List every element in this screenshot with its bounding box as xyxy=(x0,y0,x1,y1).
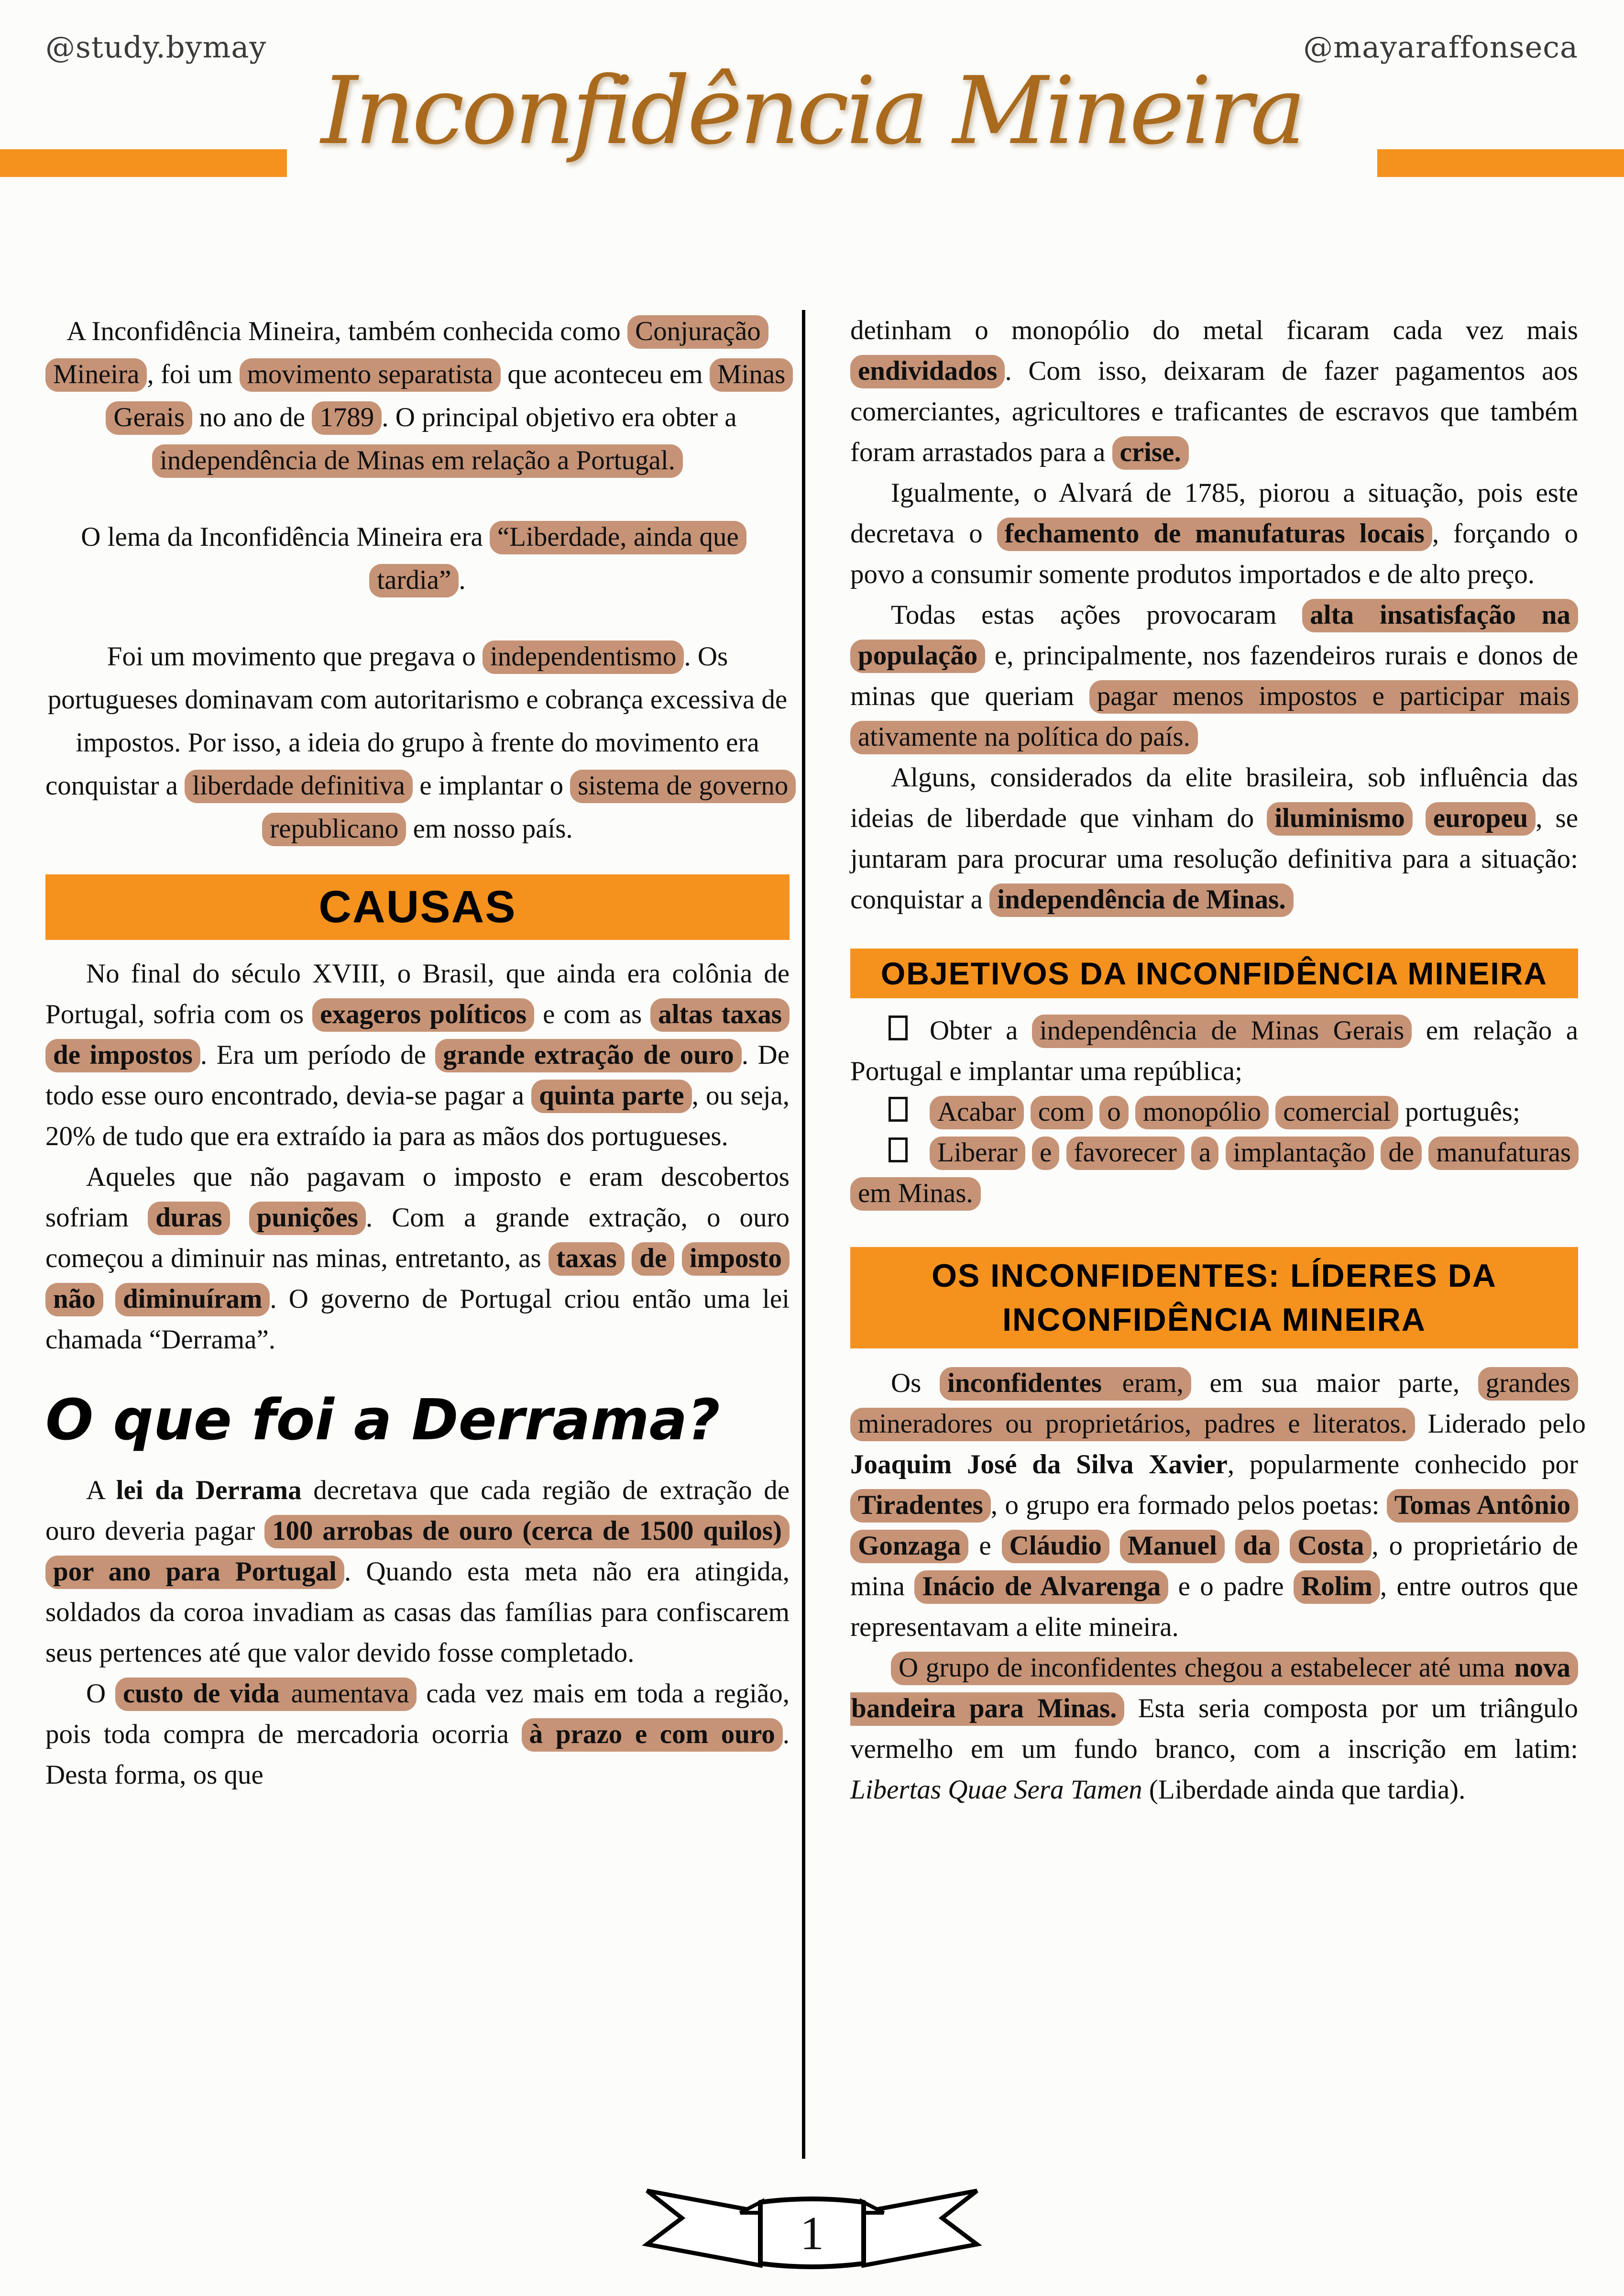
highlighted-text: aumentava xyxy=(281,1678,417,1711)
author-handle-left: @study.bymay xyxy=(45,30,267,65)
text-segment: Alguns, considerados da elite brasileira, sob influência das ideias de liberdade que vinham do xyxy=(850,762,1578,833)
text-segment: Joaquim José da Silva Xavier xyxy=(850,1449,1228,1479)
text-segment: Libertas Quae Sera Tamen xyxy=(850,1775,1142,1805)
page-ribbon xyxy=(640,2172,984,2277)
paragraph xyxy=(45,1157,790,1360)
page-title: Inconfidência Mineira xyxy=(321,56,1303,165)
highlighted-text: Tiradentes xyxy=(850,1489,991,1523)
text-segment: que aconteceu em xyxy=(501,359,710,389)
text-segment: detinham o monopólio do metal ficaram cada vez mais xyxy=(850,315,1578,345)
text-segment: Os xyxy=(891,1368,940,1398)
ribbon-right-tail xyxy=(864,2191,977,2265)
paragraph xyxy=(850,595,1578,757)
text-segment: Igualmente, o Alvará de 1785, piorou a situação, pois este decretava o xyxy=(850,478,1578,549)
list-item-text xyxy=(850,1015,1578,1086)
text-segment: . Os portugueses dominavam com autoritarismo e cobrança excessiva de impostos. Por isso, a ideia do grupo à frente do movimento era conquistar a xyxy=(45,641,788,801)
ribbon-left-tail xyxy=(647,2191,760,2265)
paragraph xyxy=(850,473,1578,595)
paragraph xyxy=(850,1363,1586,1647)
left-column xyxy=(45,310,790,1795)
right-column xyxy=(850,310,1586,1810)
page-number: 1 xyxy=(800,2207,824,2260)
highlighted-text: fechamento de manufaturas locais xyxy=(997,518,1432,551)
highlighted-text: altas taxas de impostos xyxy=(45,998,790,1072)
highlighted-text: nova bandeira para Minas. xyxy=(850,1652,1578,1726)
text-segment: O lema da Inconfidência Mineira era xyxy=(81,522,490,552)
text-segment: . O governo de Portugal criou então uma lei chamada “Derrama”. xyxy=(45,1284,790,1355)
highlighted-text: o xyxy=(1099,1096,1129,1129)
paragraph xyxy=(850,310,1578,473)
highlighted-text: custo de vida xyxy=(115,1678,281,1711)
paragraph xyxy=(45,1470,790,1673)
paragraph xyxy=(850,1647,1578,1810)
text-segment: em relação a Portugal e implantar uma república; xyxy=(850,1016,1579,1086)
paragraph xyxy=(45,1673,790,1795)
highlighted-text: duras xyxy=(148,1202,230,1235)
highlighted-text: à prazo e com ouro xyxy=(522,1718,783,1752)
highlighted-text: Rolim xyxy=(1294,1570,1380,1604)
paragraph xyxy=(45,635,790,850)
highlighted-text: taxas xyxy=(549,1242,625,1276)
highlighted-text: e xyxy=(1032,1137,1059,1170)
highlighted-text: com xyxy=(1031,1096,1093,1129)
text-segment: no ano de xyxy=(192,402,312,432)
text-segment: . Quando esta meta não era atingida, soldados da coroa invadiam as casas das famílias para confiscarem seus pertences até que valor devido fosse completado. xyxy=(45,1556,790,1668)
highlighted-text: favorecer xyxy=(1066,1137,1185,1170)
text-segment: português; xyxy=(1398,1097,1520,1127)
highlighted-text: O grupo de inconfidentes chegou a estabelecer até uma xyxy=(891,1652,1514,1685)
highlighted-text: diminuíram xyxy=(115,1283,270,1316)
text-segment: . Com a grande extração, o ouro começou a diminuir nas minas, entretanto, as xyxy=(45,1203,790,1273)
highlighted-text: de xyxy=(632,1242,674,1276)
text-segment: . xyxy=(459,565,466,595)
highlighted-text: monopólio xyxy=(1135,1096,1269,1129)
highlighted-text: movimento separatista xyxy=(240,358,501,392)
highlighted-text: sistema de governo republicano xyxy=(262,770,796,846)
highlighted-text: pagar menos impostos e participar mais ativamente na política do país. xyxy=(850,680,1578,754)
paragraph xyxy=(45,953,790,1157)
text-segment: Liderado pelo xyxy=(1415,1409,1586,1439)
text-segment xyxy=(1422,1137,1428,1168)
text-segment: e, principalmente, nos fazendeiros rurais e donos de minas que queriam xyxy=(850,640,1578,711)
highlighted-text: Minas Gerais xyxy=(106,358,793,435)
text-segment: lei da Derrama xyxy=(116,1475,302,1505)
highlighted-text: crise. xyxy=(1112,436,1189,470)
text-segment: , entre outros que representavam a elite mineira. xyxy=(850,1571,1578,1642)
highlighted-text: iluminismo xyxy=(1267,802,1412,836)
text-segment: Aqueles que não pagavam o imposto e eram descobertos sofriam xyxy=(45,1162,790,1233)
text-segment: cada vez mais em toda a região, pois toda compra de mercadoria ocorria xyxy=(45,1678,790,1749)
text-segment: e o padre xyxy=(1168,1571,1294,1601)
intro-section xyxy=(45,310,790,850)
highlighted-text: Tomas Antônio Gonzaga xyxy=(850,1489,1578,1563)
highlighted-text: Acabar xyxy=(930,1096,1024,1129)
highlighted-text: Liberar xyxy=(930,1137,1025,1170)
list-item xyxy=(850,1092,1578,1132)
list-item-text xyxy=(850,1137,1579,1211)
highlighted-text: comercial xyxy=(1275,1096,1398,1129)
text-segment: em nosso país. xyxy=(406,814,573,844)
paragraph xyxy=(850,757,1578,920)
checkbox-bullet-icon xyxy=(889,1016,908,1040)
highlighted-text: grande extração de ouro xyxy=(435,1039,741,1072)
highlighted-text: liberdade definitiva xyxy=(185,770,413,803)
highlighted-text: não xyxy=(45,1283,103,1316)
highlighted-text: a xyxy=(1191,1137,1218,1170)
text-segment: , o grupo era formado pelos poetas: xyxy=(990,1490,1387,1520)
list-item xyxy=(850,1132,1578,1214)
highlighted-text: inconfidentes xyxy=(940,1367,1103,1401)
text-segment: Esta seria composta por um triângulo vermelho em um fundo branco, com a inscrição em latim: xyxy=(850,1693,1578,1764)
text-segment: . O principal objetivo era obter a xyxy=(382,402,737,432)
highlighted-text: manufaturas em Minas. xyxy=(850,1137,1579,1211)
highlighted-text: da xyxy=(1235,1530,1279,1563)
list-item xyxy=(850,1010,1578,1092)
section-heading-objetivos: OBJETIVOS DA INCONFIDÊNCIA MINEIRA xyxy=(850,949,1578,998)
text-segment: (Liberdade ainda que tardia). xyxy=(1142,1775,1466,1805)
highlighted-text: independência de Minas em relação a Portugal. xyxy=(152,444,683,478)
text-segment: . Era um período de xyxy=(200,1040,436,1070)
text-segment: e xyxy=(968,1531,1002,1561)
text-segment: , popularmente conhecido por xyxy=(1227,1449,1579,1479)
text-segment: A Inconfidência Mineira, também conhecida como xyxy=(66,316,628,346)
highlighted-text: independentismo xyxy=(483,640,684,674)
highlighted-text: europeu xyxy=(1426,802,1536,836)
column-divider xyxy=(802,310,805,2159)
paragraph xyxy=(45,310,790,482)
checkbox-bullet-icon xyxy=(889,1097,908,1122)
section-heading-inconfidentes: OS INCONFIDENTES: LÍDERES DA INCONFIDÊNCIA MINEIRA xyxy=(850,1247,1578,1348)
text-segment: . De todo esse ouro encontrado, devia-se pagar a xyxy=(45,1040,790,1111)
text-segment: , se juntaram para procurar uma resolução definitiva para a situação: conquistar a xyxy=(850,803,1579,915)
highlighted-text: Manuel xyxy=(1120,1530,1225,1563)
text-segment: Obter a xyxy=(930,1016,1032,1046)
text-segment: , forçando o povo a consumir somente produtos importados e de alto preço. xyxy=(850,519,1578,589)
highlighted-text: eram, xyxy=(1103,1367,1191,1401)
highlighted-text: Conjuração Mineira xyxy=(45,315,768,392)
text-segment: decretava que cada região de extração de ouro deveria pagar xyxy=(45,1475,790,1546)
text-segment: . Desta forma, os que xyxy=(45,1719,790,1790)
text-segment: , foi um xyxy=(147,359,240,389)
text-segment: , ou seja, 20% de tudo que era extraído ia para as mãos dos portugueses. xyxy=(45,1081,790,1151)
text-segment: Todas estas ações provocaram xyxy=(891,600,1303,630)
text-segment: No final do século XVIII, o Brasil, que ainda era colônia de Portugal, sofria com os xyxy=(45,959,790,1029)
author-handle-right: @mayaraffonseca xyxy=(1303,30,1578,65)
highlighted-text: Cláudio xyxy=(1002,1530,1109,1563)
subheading-derrama: O que foi a Derrama? xyxy=(45,1387,720,1453)
text-segment: A xyxy=(86,1475,116,1505)
checkbox-bullet-icon xyxy=(889,1137,908,1162)
highlighted-text: imposto xyxy=(682,1242,790,1276)
highlighted-text: “Liberdade, ainda que tardia” xyxy=(369,521,746,597)
text-segment: , o proprietário de mina xyxy=(850,1531,1578,1601)
highlighted-text: independência de Minas. xyxy=(989,883,1293,917)
highlighted-text: exageros políticos xyxy=(312,998,534,1032)
text-segment: O xyxy=(86,1678,115,1709)
highlighted-text: alta insatisfação na população xyxy=(850,599,1578,673)
paragraph xyxy=(45,516,790,602)
highlighted-text: Costa xyxy=(1290,1530,1372,1563)
highlighted-text: endividados xyxy=(850,355,1005,388)
text-segment: e com as xyxy=(534,999,651,1029)
text-segment: . Com isso, deixaram de fazer pagamentos aos comerciantes, agricultores e traficantes de escravos que também foram arrastados para a xyxy=(850,356,1578,467)
highlighted-text: punições xyxy=(249,1202,366,1235)
list-item-text xyxy=(930,1096,1520,1129)
text-segment: Foi um movimento que pregava o xyxy=(107,641,483,672)
highlighted-text: de xyxy=(1381,1137,1422,1170)
highlighted-text: quinta parte xyxy=(531,1080,691,1113)
highlighted-text: 100 arrobas de ouro (cerca de 1500 quilos) por ano para Portugal xyxy=(45,1515,790,1589)
highlighted-text: implantação xyxy=(1226,1137,1374,1170)
highlighted-text: 1789 xyxy=(312,401,382,435)
section-heading-causas: CAUSAS xyxy=(45,874,790,940)
highlighted-text: Inácio de Alvarenga xyxy=(914,1570,1168,1604)
highlighted-text: independência de Minas Gerais xyxy=(1032,1015,1412,1048)
text-segment: e implantar o xyxy=(412,771,571,801)
highlighted-text: grandes mineradores ou proprietários, padres e literatos. xyxy=(850,1367,1578,1441)
text-segment: em sua maior parte, xyxy=(1191,1368,1478,1398)
